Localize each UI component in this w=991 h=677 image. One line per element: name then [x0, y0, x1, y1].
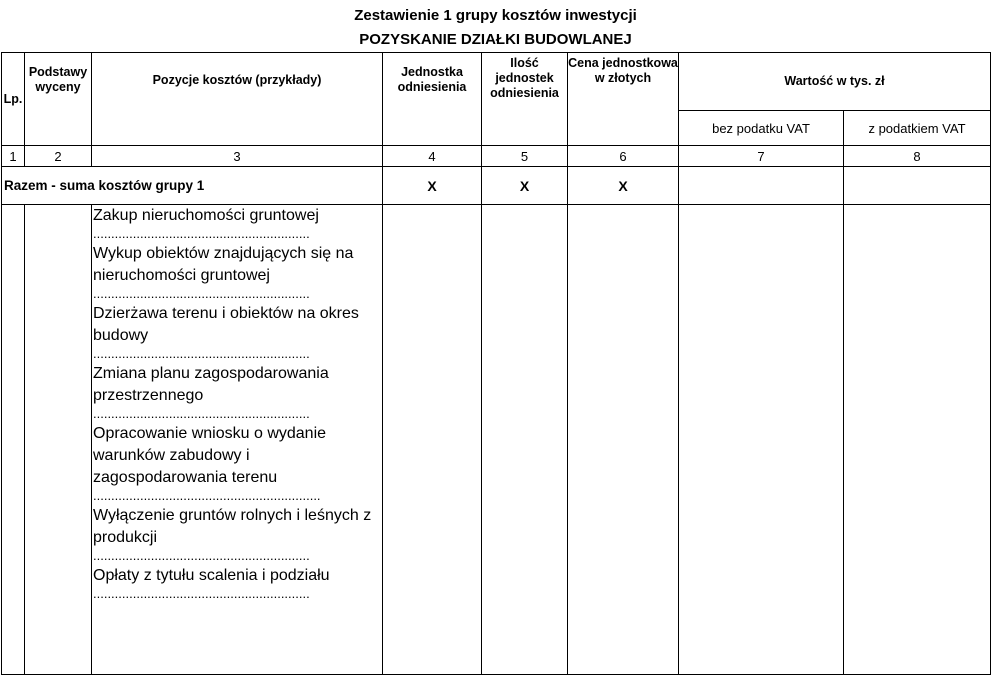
items-z-vat-cell — [844, 205, 991, 675]
dotted-line: ............................................................ — [93, 227, 310, 241]
header-jednostka-odniesienia: Jednostka odniesienia — [383, 53, 482, 146]
header-lp: Lp. — [2, 53, 25, 146]
cost-item: Dzierżawa terenu i obiektów na okres budowy — [93, 305, 359, 344]
header-ilosc-jednostek: Ilość jednostek odniesienia — [482, 53, 568, 146]
header-podstawy-wyceny: Podstawy wyceny — [25, 53, 92, 146]
header-bez-podatku-vat: bez podatku VAT — [679, 111, 844, 146]
summary-x-ilosc: X — [482, 167, 568, 205]
dotted-line: ............................................................ — [93, 347, 310, 361]
dotted-line: ............................................................ — [93, 549, 310, 563]
column-number: 7 — [679, 146, 844, 167]
cost-items-list — [92, 205, 382, 603]
cost-item: Opłaty z tytułu scalenia i podziału — [93, 567, 330, 584]
dotted-line: ............................................................ — [93, 587, 310, 601]
column-number: 4 — [383, 146, 482, 167]
dotted-line: ............................................................... — [93, 489, 321, 503]
column-number: 2 — [25, 146, 92, 167]
cost-item: Wyłączenie gruntów rolnych i leśnych z produkcji — [93, 507, 372, 546]
summary-x-cena: X — [568, 167, 679, 205]
column-number: 5 — [482, 146, 568, 167]
cost-item: Zmiana planu zagospodarowania przestrzennego — [93, 365, 329, 404]
cost-item: Wykup obiektów znajdujących się na nieruchomości gruntowej — [93, 245, 354, 284]
cost-table — [1, 52, 991, 675]
items-bez-vat-cell — [679, 205, 844, 675]
items-ilosc-cell — [482, 205, 568, 675]
items-jednostka-cell — [383, 205, 482, 675]
dotted-line: ............................................................ — [93, 407, 310, 421]
summary-x-jednostka: X — [383, 167, 482, 205]
items-list-cell — [92, 205, 383, 675]
document-subtitle: POZYSKANIE DZIAŁKI BUDOWLANEJ — [359, 31, 632, 48]
header-z-podatkiem-vat: z podatkiem VAT — [844, 111, 991, 146]
column-number: 6 — [568, 146, 679, 167]
summary-label: Razem - suma kosztów grupy 1 — [2, 167, 383, 205]
cost-item: Opracowanie wniosku o wydanie warunków zabudowy i zagospodarowania terenu — [93, 425, 327, 486]
column-number: 3 — [92, 146, 383, 167]
cost-item: Zakup nieruchomości gruntowej — [93, 207, 319, 224]
column-number: 1 — [2, 146, 25, 167]
items-lp-cell — [2, 205, 25, 675]
column-number: 8 — [844, 146, 991, 167]
header-cena-jednostkowa: Cena jednostkowa w złotych — [568, 53, 679, 146]
header-pozycje-kosztow: Pozycje kosztów (przykłady) — [92, 53, 383, 146]
summary-value-z-vat — [844, 167, 991, 205]
header-wartosc: Wartość w tys. zł — [679, 53, 991, 111]
summary-value-bez-vat — [679, 167, 844, 205]
dotted-line: ............................................................ — [93, 287, 310, 301]
document-title: Zestawienie 1 grupy kosztów inwestycji — [354, 7, 637, 24]
items-cena-cell — [568, 205, 679, 675]
items-podstawy-cell — [25, 205, 92, 675]
